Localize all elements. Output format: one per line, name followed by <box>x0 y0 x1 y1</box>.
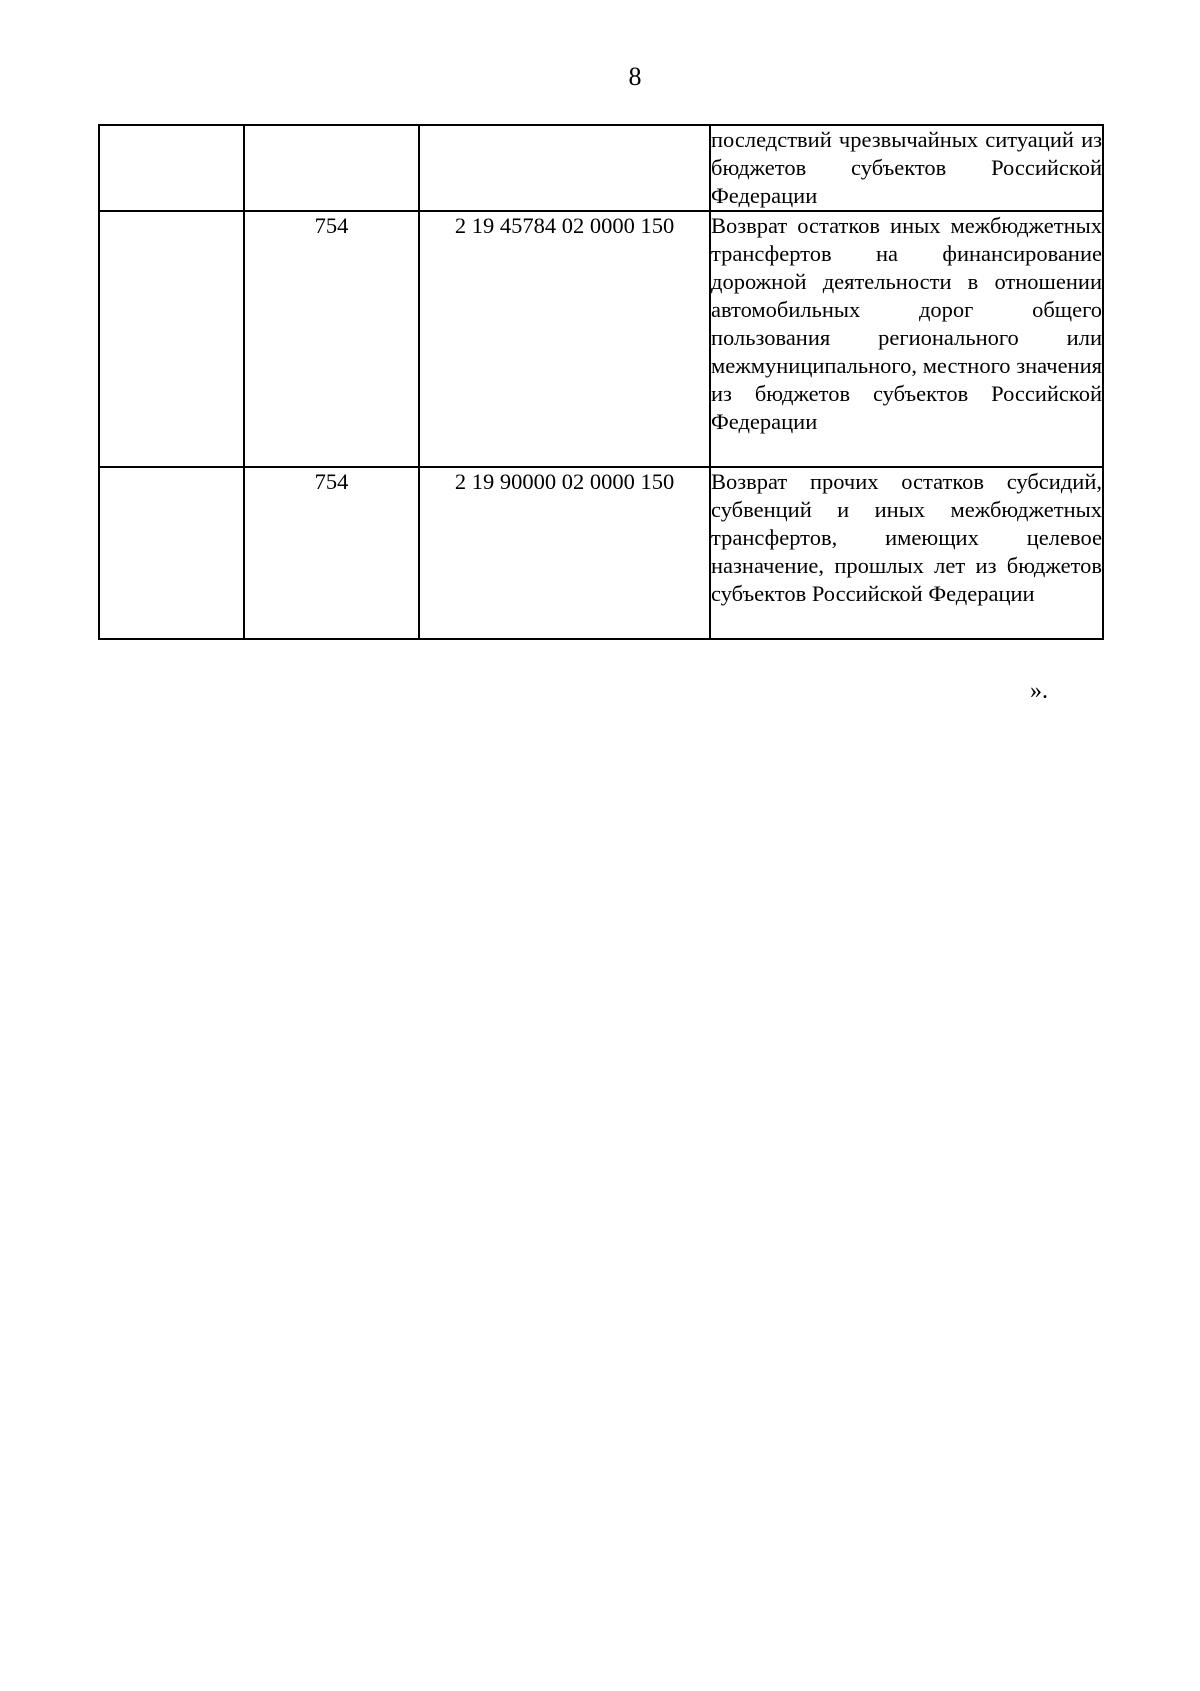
kbk-code-cell <box>419 125 710 211</box>
description-cell: последствий чрезвычайных ситуаций из бюджетов субъектов Российской Федерации <box>710 125 1103 211</box>
admin-code-cell: 754 <box>244 211 419 467</box>
budget-classification-table <box>98 124 1104 640</box>
kbk-code-cell: 2 19 45784 02 0000 150 <box>419 211 710 467</box>
admin-code-cell <box>244 125 419 211</box>
description-cell: Возврат прочих остатков субсидий, субвенций и иных межбюджетных трансфертов, имеющих целевое назначение, прошлых лет из бюджетов субъектов Российской Федерации <box>710 467 1103 639</box>
admin-code-cell: 754 <box>244 467 419 639</box>
page-number: 8 <box>628 62 642 91</box>
row-index-cell <box>99 211 244 467</box>
row-index-cell <box>99 125 244 211</box>
description-cell: Возврат остатков иных межбюджетных трансфертов на финансирование дорожной деятельности в отношении автомобильных дорог общего пользования регионального или межмуниципального, местного значения из бюджетов субъектов Российской Федерации <box>710 211 1103 467</box>
table-row <box>99 125 1103 211</box>
kbk-code-cell: 2 19 90000 02 0000 150 <box>419 467 710 639</box>
row-index-cell <box>99 467 244 639</box>
table-row <box>99 211 1103 467</box>
closing-quote-mark: ». <box>1030 678 1048 704</box>
table-row <box>99 467 1103 639</box>
